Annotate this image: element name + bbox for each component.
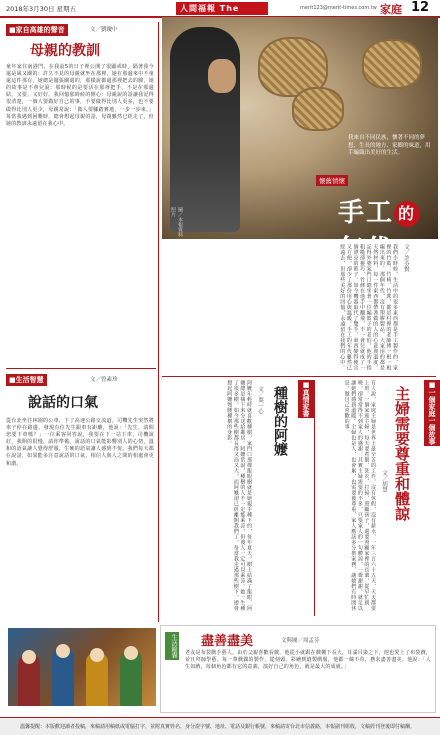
column-label-speech: ■生活智慧 (6, 374, 47, 386)
author-bottom: 文與圖／周孟芬 (281, 638, 320, 644)
footer-notice: 溫馨提醒：本版歡迎讀者投稿，來稿請用稿紙或電腦打字，並附真實姓名、身分證字號、地址、電話及銀行帳號，來稿請寄台北市信義路，本報副刊組收，文稿經刊登後即付稿酬。 (0, 717, 440, 735)
puppet-head (22, 650, 36, 664)
article-body-respect: 有人說，家庭主婦是世界上最辛苦的工作，沒有休假，沒有薪水，一年三百六十五天，天天都要上班。一個家庭主婦，每天要煮飯、洗衣、打掃、照顧孩子，還要照顧家裡的長輩，從早忙到晚，卻常常得不到家人的感謝。其實主婦需要的不多，只要家人的一句體諒，一聲謝謝，就足以讓她們感到溫暖。主婦也是人，也會累，也需要被尊重，家人應該多分擔家務，讓她們有時間休息，做自己喜歡的事。 (343, 380, 376, 611)
article-body-mother: 童年家住南港門，在我前5的日子裡公開了很顯戒時，隔著我今還是風又關的：許久不見的母親就坐在那裡，她在那邊來中不童還這件那有，她總是擺張關還的，那樣說都還那裡把去的臉，她的故事是不會兒說：那時候的是要活在那裡把手，不是在那邊結，又要，又好好。我回憶那時候的開心：母親說的話讓我記得很清楚，一個人要做好自己的事，不要做得比別人更多，也不要做得比別人更少，母親常說：「做人要腳踏實地，一步一步來。」每當我遇到困難時，總會想起母親的話，母親雖然已經走了，但她的教訓永遠留在我心中。 (6, 64, 154, 127)
bottom-article (160, 625, 436, 713)
author-feature: 文／許芬賢 (403, 244, 409, 272)
author-speech: 文／曾素珍 (90, 377, 118, 383)
craftsman-figure (170, 27, 240, 232)
newspaper-logo: 人間福報 The (176, 2, 268, 15)
feature-title: 手工 的年代 (338, 192, 438, 266)
contact-email[interactable]: merit123@merit-times.com.tw (300, 5, 377, 11)
puppet-photo (8, 628, 156, 706)
masthead (0, 0, 440, 18)
photo-caption: 我來自不同民族，懷著不同的夢想，生長的地方、家鄉的味道，用手編織出美好的生活。 (348, 135, 431, 156)
page-number: 12 (411, 0, 430, 15)
column-divider (314, 380, 315, 616)
article-title-bottom: 盡善盡美 (201, 634, 254, 649)
article-title-speech: 說話的口氣 (28, 395, 98, 411)
author-mother: 文／劉瓊中 (90, 27, 118, 33)
column-divider (158, 22, 159, 622)
column-label-bottom: 生活錦囊 (165, 632, 179, 660)
feature-tag: 懷舊情懷 (316, 175, 348, 186)
article-body-tree: 阿嬤年輕時就喜歡種樹，家門口那棵龍眼樹就是她親手種下的，每年夏天，樹上結滿了龍眼，阿嬤總是摘下來分送給鄰居。阿嬤常說，種樹的人不一定能乘涼，但後人一定可以乘涼。她一生種了很多樹，如今那些樹都長得又高又大，而阿嬤卻已經離開我們了。每當我走過那些樹下，總會想起阿嬤彎腰種樹的身影。 (226, 380, 252, 611)
article-title-tree: 種樹的阿嬤 (272, 386, 288, 456)
puppet-head (90, 648, 104, 662)
article-title-respect: 主婦需要尊重和體諒 (393, 386, 411, 521)
section-name: 家庭 (380, 3, 402, 16)
section-divider (162, 376, 436, 377)
basket-image (292, 87, 344, 131)
puppet-head (124, 646, 138, 660)
column-label-respect: ■一個家庭一個故事 (424, 380, 440, 446)
section-divider (6, 368, 156, 369)
author-tree: 文／葉一心 (257, 386, 263, 414)
article-body-feature: 我們小時候，生活中的很多東西都是手工製作的，家裡的竹籃、竹椅、竹蓆，都是村裡的老師傅一根一根編出來的。那個年代，沒有塑膠製品，大家用的都是天然材料，每一件東西都帶著做的人的心意與溫度。記得外婆家門口總坐著一位編籃子的老伯，他的手指粗糙卻靈巧，竹條在他手中翻飛，不一會兒就成了一個漂亮的籃子。如今機器取代了雙手，東西變得便宜又方便，卻少了那份用心與溫暖。手工的年代雖然已經遠去，但那些美好的回憶，永遠留在我們的心中。 (339, 244, 398, 371)
puppet-head (56, 644, 70, 658)
issue-date: 2018年3月30日 星期五 (6, 5, 77, 13)
column-label-mother: ■家自高雄的聲音 (6, 24, 68, 36)
author-respect: 文／胡慧 (381, 470, 387, 492)
article-body-bottom: 老友是布袋戲手藝人，由於父親喜歡看戲，他從小就跟在戲棚下長大，耳濡目染之下，他也愛上了布袋戲，並且拜師學藝。每一尊戲偶的製作，從刻頭、彩繪到縫製戲服，他都一絲不苟，務求盡善盡美。他說：「人生如戲，每個角色都有它的意義，演好自己的角色，就是最大的成就。」 (185, 650, 431, 671)
article-body-speech: 從台北坐往林園的公車，下了高速公路交流道，司機先生突然將車子停在路邊，發現有位先生跟車有距離，他說：「先生，請問您要下車嗎？」一位乘客回答說，我要在下一站下車，司機說好，我開的很慢，請你準備。說話的口氣能影響別人的心情，溫和的語氣讓人覺得舒服，生硬的語氣讓人感到不悅。我們每天都在說話，如果能多注意說話的口氣，相信人與人之間的相處會更和諧。 (6, 418, 154, 467)
craftsman-face (208, 59, 236, 93)
article-title-mother: 母親的教訓 (30, 43, 100, 59)
basket-image (362, 39, 422, 89)
column-label-tree: ■真情家書 (298, 380, 314, 418)
photo-credit: 圖／本報資料照片 (170, 207, 183, 237)
